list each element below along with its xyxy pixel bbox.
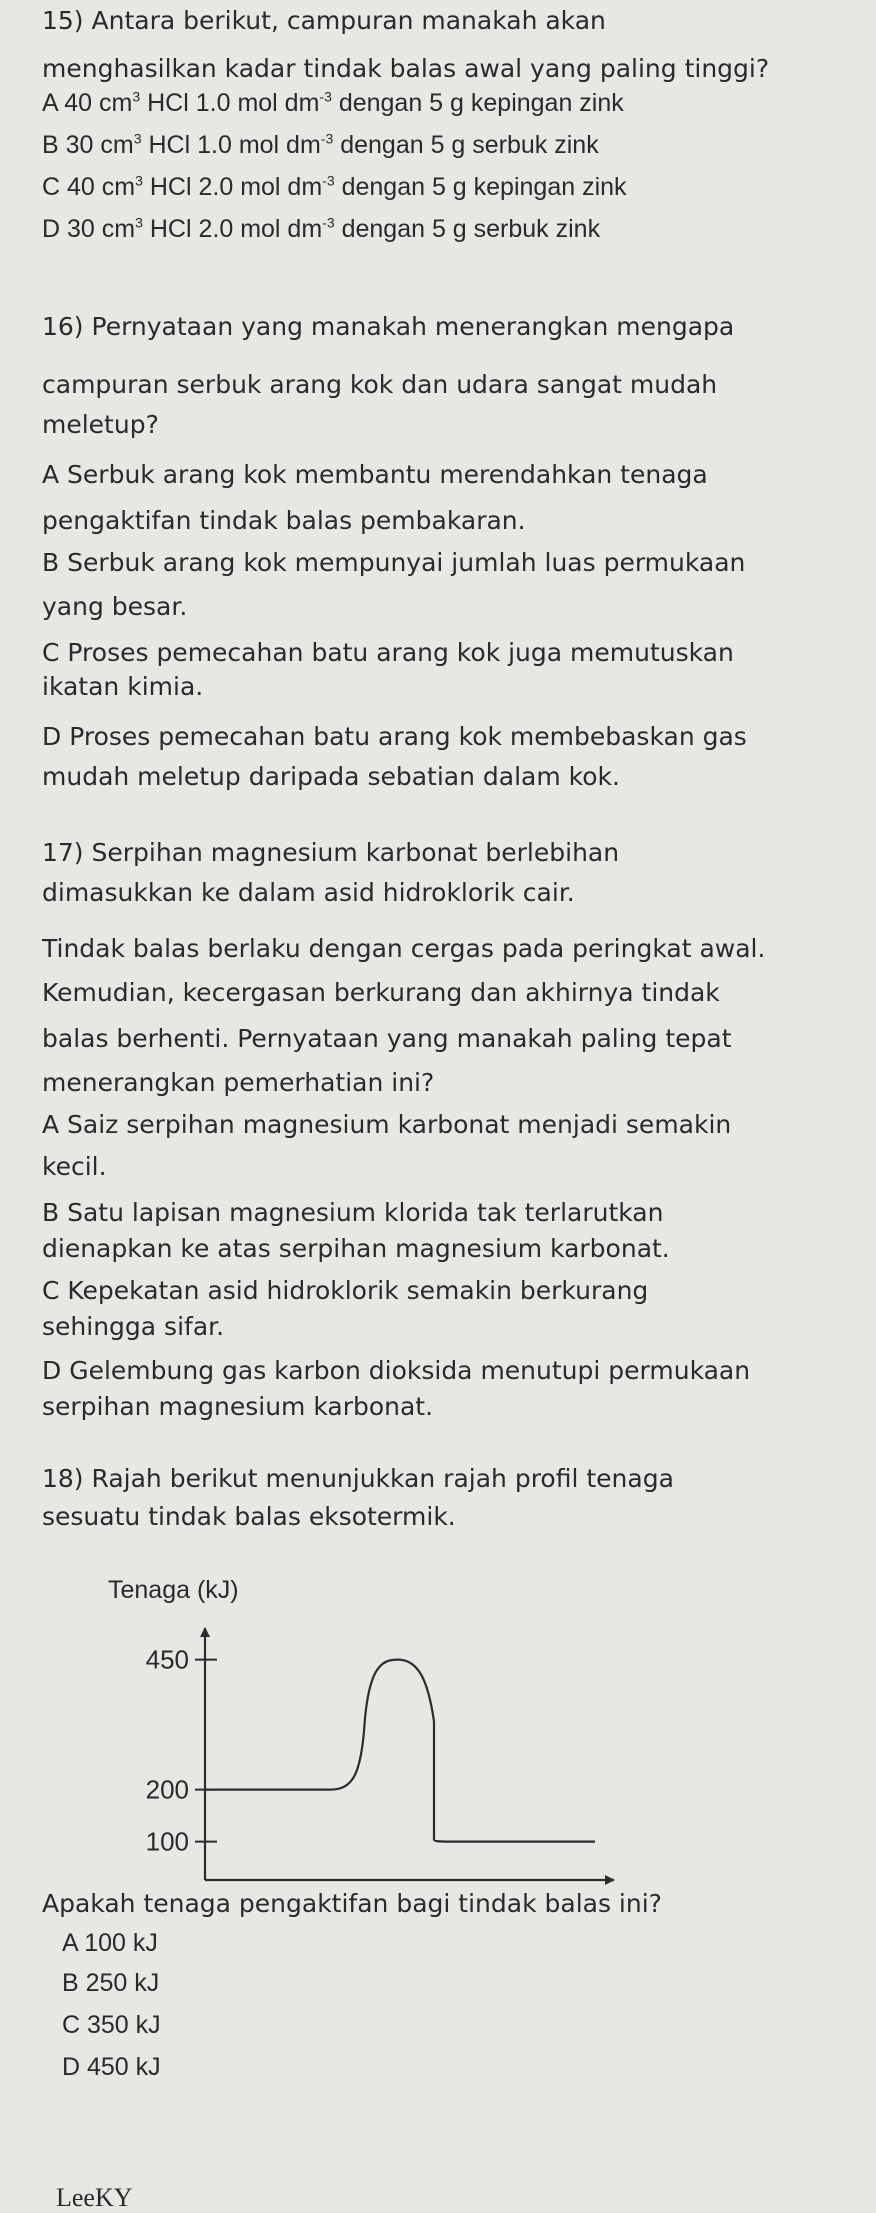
q16-stem-line-3: meletup?: [42, 410, 159, 439]
q18-stem-line-1: 18) Rajah berikut menunjukkan rajah profil tenaga: [42, 1464, 674, 1493]
q18-question: Apakah tenaga pengaktifan bagi tindak balas ini?: [42, 1889, 662, 1918]
q17-option-c-cont: sehingga sifar.: [42, 1312, 225, 1341]
y-tick-label: 200: [145, 1774, 189, 1805]
author-signature: LeeKY: [56, 2183, 133, 2212]
q15-option-a: A 40 $cm^3$ HCl 1.0 mol $dm^{-3}$ dengan 5 g kepingan zink: [42, 88, 624, 117]
q18-stem-line-2: sesuatu tindak balas eksotermik.: [42, 1502, 456, 1531]
q18-option-c: C 350 kJ: [62, 2011, 161, 2039]
q18-option-b: B 250 kJ: [62, 1969, 160, 1997]
q15-option-d: D 30 $cm^3$ HCl 2.0 mol $dm^{-3}$ dengan 5 g serbuk zink: [42, 214, 601, 243]
q17-option-a-cont: kecil.: [42, 1152, 107, 1181]
q17-line-2: dimasukkan ke dalam asid hidroklorik cair.: [42, 878, 575, 907]
q16-stem-line-2: campuran serbuk arang kok dan udara sangat mudah: [42, 370, 718, 399]
q15-stem-line-1: 15) Antara berikut, campuran manakah akan: [42, 6, 606, 35]
q18-option-d: D 450 kJ: [62, 2053, 161, 2081]
q17-option-b: B Satu lapisan magnesium klorida tak terlarutkan: [42, 1198, 664, 1227]
q16-option-a-cont: pengaktifan tindak balas pembakaran.: [42, 506, 526, 535]
q16-option-c: C Proses pemecahan batu arang kok juga memutuskan: [42, 638, 734, 667]
energy-profile-curve: [205, 1660, 595, 1842]
q17-option-b-cont: dienapkan ke atas serpihan magnesium karbonat.: [42, 1234, 670, 1263]
q16-option-a: A Serbuk arang kok membantu merendahkan tenaga: [42, 460, 708, 489]
chart-ticks: [146, 1645, 217, 1857]
q17-line-3: Tindak balas berlaku dengan cergas pada peringkat awal.: [42, 934, 766, 963]
q17-option-d: D Gelembung gas karbon dioksida menutupi permukaan: [42, 1356, 751, 1385]
q15-option-c: C 40 $cm^3$ HCl 2.0 mol $dm^{-3}$ dengan 5 g kepingan zink: [42, 172, 627, 201]
q16-option-c-cont: ikatan kimia.: [42, 672, 204, 701]
q17-line-6: menerangkan pemerhatian ini?: [42, 1068, 435, 1097]
q16-option-b: B Serbuk arang kok mempunyai jumlah luas permukaan: [42, 548, 746, 577]
q17-line-5: balas berhenti. Pernyataan yang manakah paling tepat: [42, 1024, 732, 1053]
y-tick-label: 100: [145, 1826, 189, 1857]
q16-stem-line-1: 16) Pernyataan yang manakah menerangkan mengapa: [42, 312, 735, 341]
y-axis-arrow: [200, 1627, 210, 1637]
y-tick-label: 450: [145, 1644, 189, 1675]
q16-option-d: D Proses pemecahan batu arang kok membebaskan gas: [42, 722, 747, 751]
y-axis-label: Tenaga (kJ): [108, 1576, 239, 1604]
q16-option-b-cont: yang besar.: [42, 592, 188, 621]
q17-option-d-cont: serpihan magnesium karbonat.: [42, 1392, 434, 1421]
q15-option-b: B 30 $cm^3$ HCl 1.0 mol $dm^{-3}$ dengan 5 g serbuk zink: [42, 130, 599, 159]
q17-option-c: C Kepekatan asid hidroklorik semakin berkurang: [42, 1276, 649, 1305]
q17-line-1: 17) Serpihan magnesium karbonat berlebihan: [42, 838, 620, 867]
q18-option-a: A 100 kJ: [62, 1929, 158, 1957]
q16-option-d-cont: mudah meletup daripada sebatian dalam kok.: [42, 762, 620, 791]
q17-line-4: Kemudian, kecergasan berkurang dan akhirnya tindak: [42, 978, 720, 1007]
energy-profile-chart: [0, 1560, 700, 1900]
q15-stem-line-2: menghasilkan kadar tindak balas awal yang paling tinggi?: [42, 54, 770, 83]
chart-axes: [200, 1627, 615, 1885]
x-axis-arrow: [605, 1875, 615, 1885]
q17-option-a: A Saiz serpihan magnesium karbonat menjadi semakin: [42, 1110, 732, 1139]
